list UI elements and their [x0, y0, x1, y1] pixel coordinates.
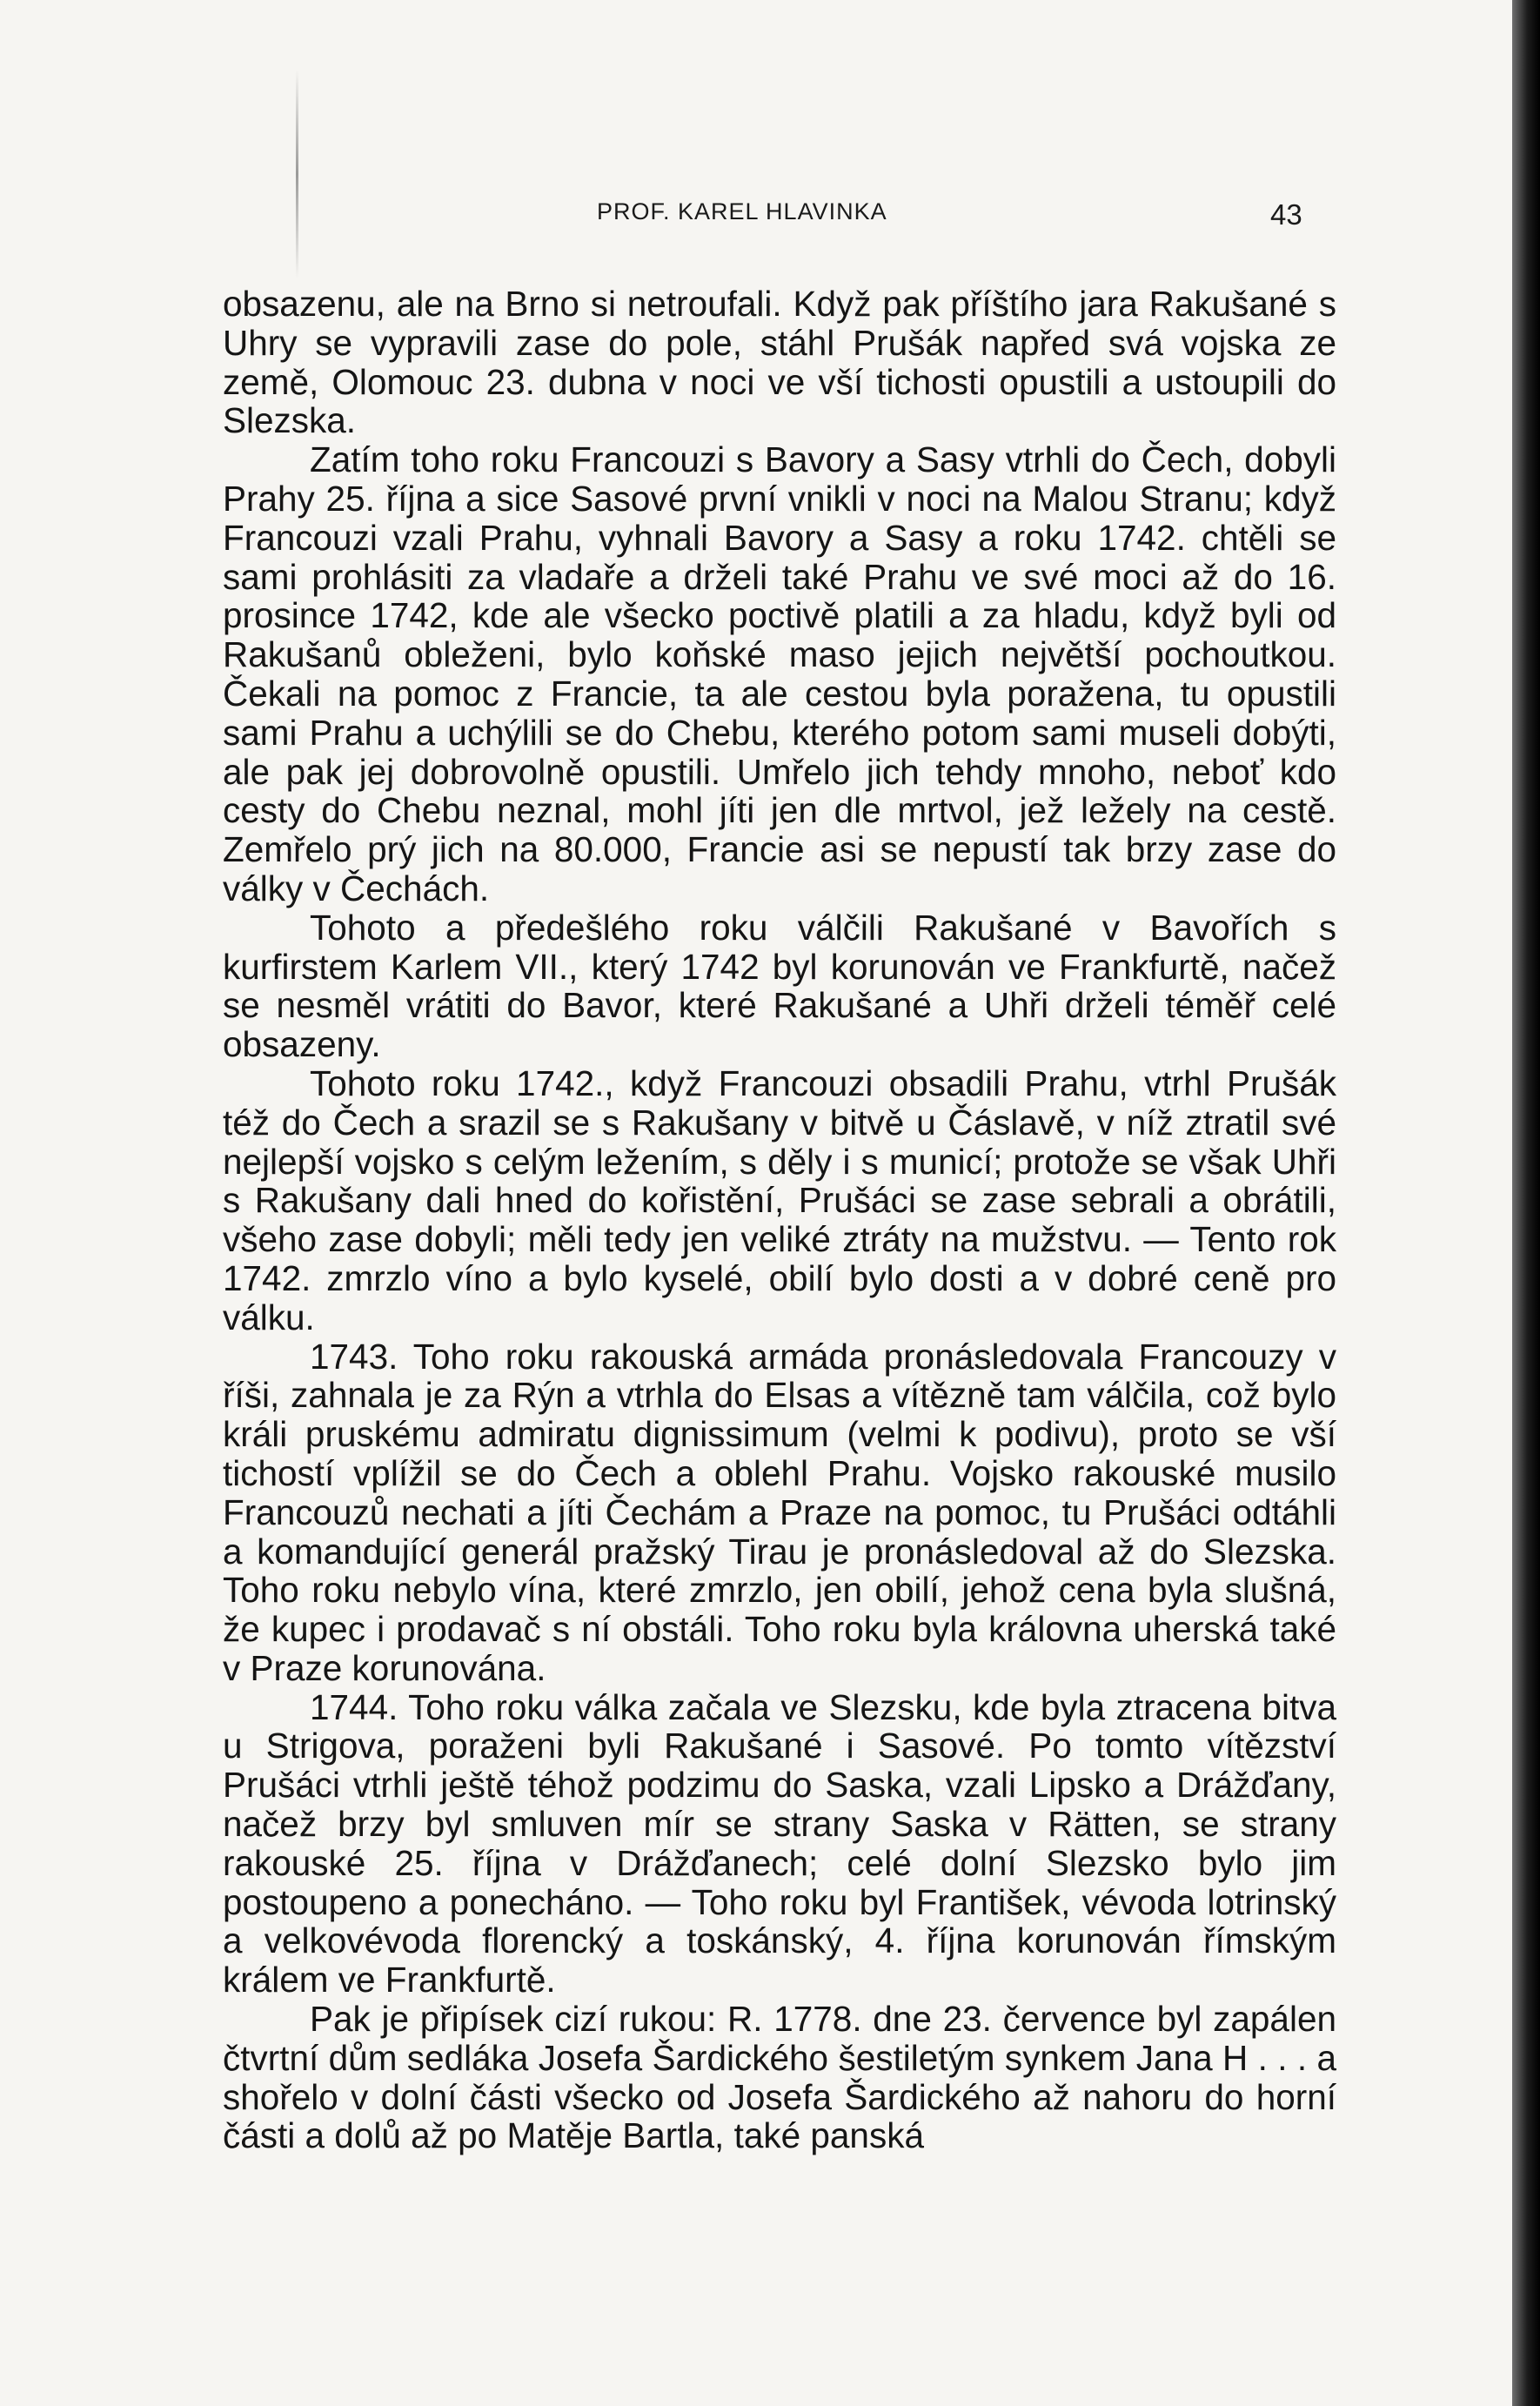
- paragraph-5: 1743. Toho roku rakouská armáda pronásledovala Francouzy v říši, zahnala je za Rýn a vtrhla do Elsas a vítězně tam válčila, což bylo králi pruskému admiratu dignissimum (velmi k podivu), proto se vší tichostí vplížil se do Čech a oblehl Prahu. Vojsko rakouské musilo Francouzů nechati a jíti Čechám a Praze na pomoc, tu Prušáci odtáhli a komandující generál pražský Tirau je pronásledoval až do Slezska. Toho roku nebylo vína, které zmrzlo, jen obilí, jehož cena byla slušná, že kupec i prodavač s ní obstáli. Toho roku byla královna uherská také v Praze korunována.: [223, 1336, 1336, 1688]
- paragraph-7: Pak je připísek cizí rukou: R. 1778. dne 23. července byl zapálen čtvrtní dům sedláka Josefa Šardického šestiletým synkem Jana H . . . a shořelo v dolní části všecko od Josefa Šardického až nahoru do horní části a dolů až po Matěje Bartla, také panská: [223, 1999, 1336, 2156]
- page-number: 43: [1270, 198, 1302, 231]
- running-header: [0, 198, 1540, 233]
- paragraph-4: Tohoto roku 1742., když Francouzi obsadili Prahu, vtrhl Prušák též do Čech a srazil se s Rakušany v bitvě u Čáslavě, v níž ztratil své nejlepší vojsko s celým ležením, s děly i s municí; protože se však Uhři s Rakušany dali hned do kořistění, Prušáci se zase sebrali a obrátili, všeho zase dobyli; měli tedy jen veliké ztráty na mužstvu. — Tento rok 1742. zmrzlo víno a bylo kyselé, obilí bylo dosti a v dobré ceně pro válku.: [223, 1062, 1336, 1337]
- scan-artifact: [296, 70, 298, 278]
- running-header-title: PROF. KAREL HLAVINKA: [597, 198, 887, 225]
- body-text: [223, 285, 1336, 2155]
- paragraph-6: 1744. Toho roku válka začala ve Slezsku, kde byla ztracena bitva u Strigova, poraženi byli Rakušané i Sasové. Po tomto vítězství Prušáci vtrhli ještě téhož podzimu do Saska, vzali Lipsko a Drážďany, načež brzy byl smluven mír se strany Saska v Rätten, se strany rakouské 25. října v Drážďanech; celé dolní Slezsko bylo jim postoupeno a ponecháno. — Toho roku byl František, vévoda lotrinský a velkovévoda florencký a toskánský, 4. října korunován římským králem ve Frankfurtě.: [223, 1686, 1336, 2001]
- page-edge-shadow: [1512, 0, 1540, 2406]
- paragraph-1: obsazenu, ale na Brno si netroufali. Když pak příštího jara Rakušané s Uhry se vypravili zase do pole, stáhl Prušák napřed svá vojska ze země, Olomouc 23. dubna v noci ve vší tichosti opustili a ustoupili do Slezska.: [223, 284, 1336, 441]
- paragraph-3: Tohoto a předešlého roku válčili Rakušané v Bavořích s kurfirstem Karlem VII., který 1742 byl korunován ve Frankfurtě, načež se nesměl vrátiti do Bavor, které Rakušané a Uhři drželi téměř celé obsazeny.: [223, 907, 1336, 1065]
- paragraph-2: Zatím toho roku Francouzi s Bavory a Sasy vtrhli do Čech, dobyli Prahy 25. října a sice Sasové první vnikli v noci na Malou Stranu; když Francouzi vzali Prahu, vyhnali Bavory a Sasy a roku 1742. chtěli se sami prohlásiti za vladaře a drželi také Prahu ve své moci až do 16. prosince 1742, kde ale všecko poctivě platili a za hladu, když byli od Rakušanů obleženi, bylo koňské maso jejich největší pochoutkou. Čekali na pomoc z Francie, ta ale cestou byla poražena, tu opustili sami Prahu a uchýlili se do Chebu, kterého potom sami museli dobýti, ale pak jej dobrovolně opustili. Umřelo jich tehdy mnoho, neboť kdo cesty do Chebu neznal, mohl jíti jen dle mrtvol, jež ležely na cestě. Zemřelo prý jich na 80.000, Francie asi se nepustí tak brzy zase do války v Čechách.: [223, 439, 1336, 908]
